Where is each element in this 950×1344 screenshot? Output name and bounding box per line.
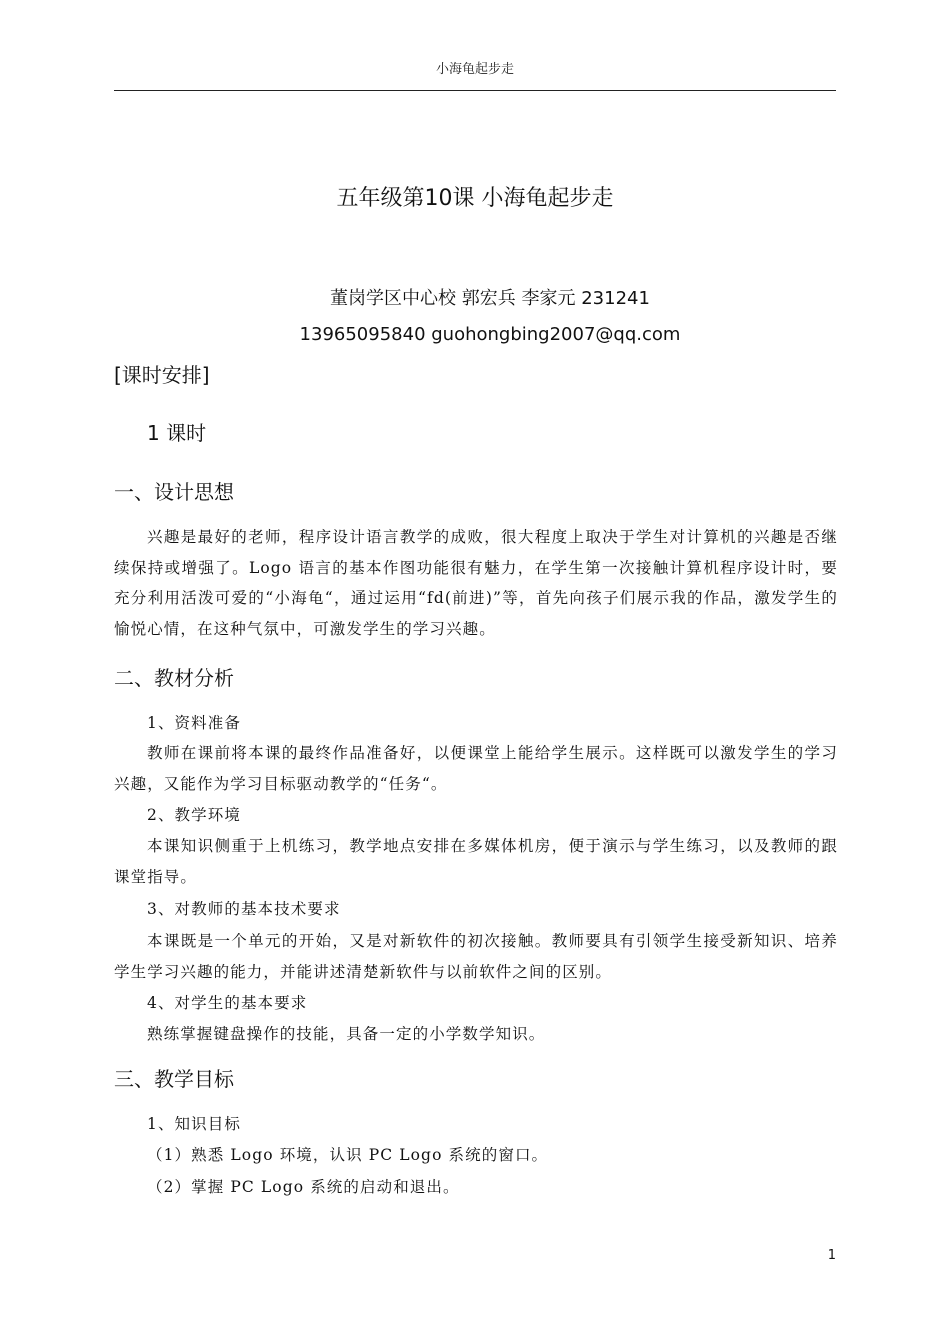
header-text: 小海龟起步走	[435, 62, 514, 77]
section3-heading: 三、教学目标	[114, 1067, 234, 1091]
page-header	[114, 60, 836, 91]
section2-item2-label: 2、教学环境	[147, 806, 241, 824]
section2-heading: 二、教材分析	[114, 666, 234, 690]
section2-item4-label: 4、对学生的基本要求	[147, 994, 308, 1012]
section2-item3-label: 3、对教师的基本技术要求	[147, 900, 341, 918]
schedule-value: 1 课时	[147, 421, 207, 445]
section3-item3: （2）掌握 PC Logo 系统的启动和退出。	[147, 1178, 460, 1196]
section1-paragraph: 兴趣是最好的老师，程序设计语言教学的成败，很大程度上取决于学生对计算机的兴趣是否继续保持或增强了。Logo 语言的基本作图功能很有魅力，在学生第一次接触计算机程序设计时，要充分利用活泼可爱的“小海龟“，通过运用“fd(前进)”等，首先向孩子们展示我的作品，激发学生的愉悦心情，在这种气氛中，可激发学生的学习兴趣。	[114, 528, 838, 638]
section1-heading: 一、设计思想	[114, 480, 234, 504]
contact-line: 13965095840 guohongbing2007@qq.com	[299, 324, 681, 345]
author-line: 董岗学区中心校 郭宏兵 李家元 231241	[330, 288, 650, 309]
section2-item2-text: 本课知识侧重于上机练习，教学地点安排在多媒体机房，便于演示与学生练习，以及教师的跟课堂指导。	[114, 837, 838, 886]
section3-item2: （1）熟悉 Logo 环境，认识 PC Logo 系统的窗口。	[147, 1146, 549, 1164]
section2-item4-text: 熟练掌握键盘操作的技能，具备一定的小学数学知识。	[147, 1025, 546, 1043]
section2-item1-text: 教师在课前将本课的最终作品准备好，以便课堂上能给学生展示。这样既可以激发学生的学习兴趣，又能作为学习目标驱动教学的“任务“。	[114, 744, 838, 793]
schedule-label: [课时安排]	[114, 363, 210, 387]
section2-item1-label: 1、资料准备	[147, 714, 241, 732]
page-number: 1	[827, 1248, 836, 1263]
document-title: 五年级第10课 小海龟起步走	[336, 186, 614, 211]
section3-item1: 1、知识目标	[147, 1115, 241, 1133]
section2-item3-text: 本课既是一个单元的开始，又是对新软件的初次接触。教师要具有引领学生接受新知识、培养学生学习兴趣的能力，并能讲述清楚新软件与以前软件之间的区别。	[114, 932, 838, 981]
